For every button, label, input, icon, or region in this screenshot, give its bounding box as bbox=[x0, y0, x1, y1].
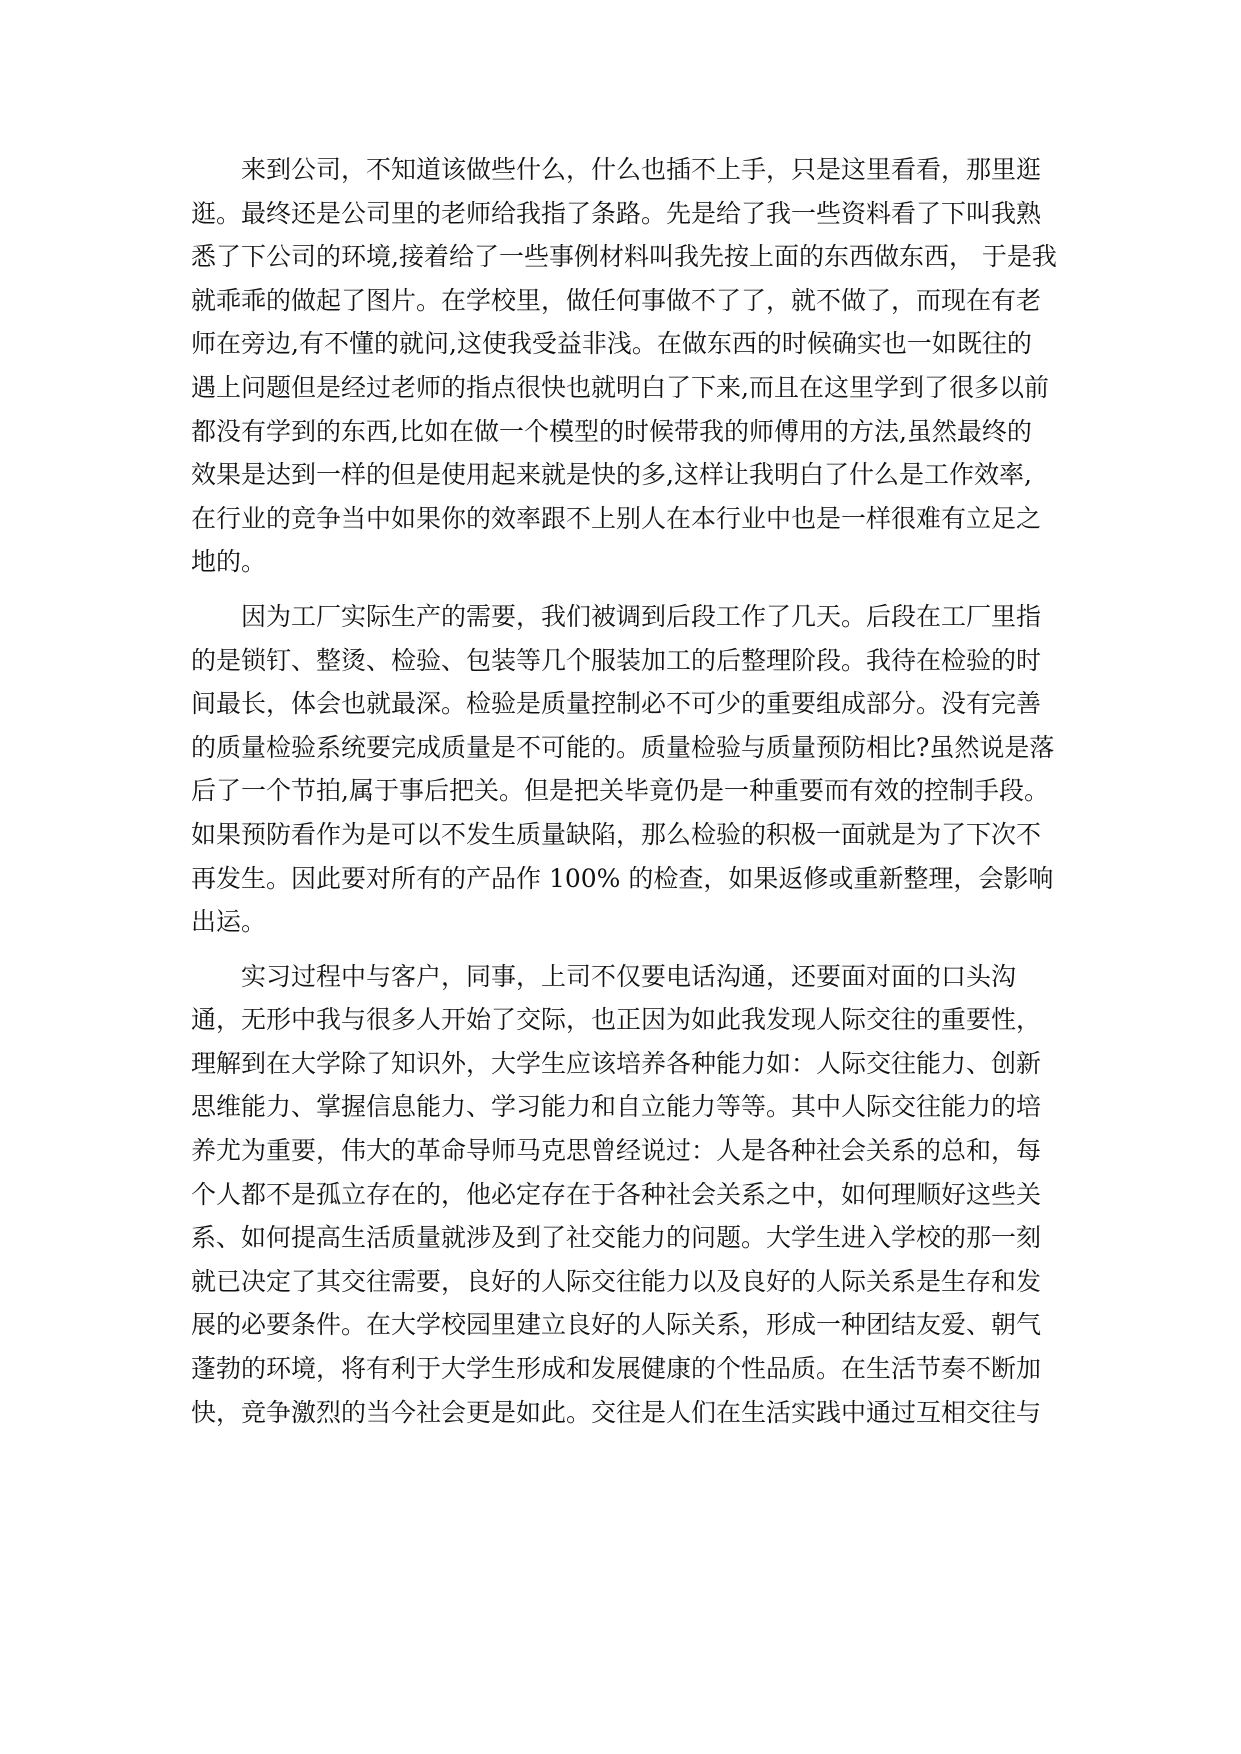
text-line: 地的。 bbox=[191, 547, 267, 577]
document-body bbox=[191, 148, 1071, 1445]
text-line: 间最长，体会也就最深。检验是质量控制必不可少的重要组成部分。没有完善 bbox=[191, 689, 1042, 719]
text-line: 思维能力、掌握信息能力、学习能力和自立能力等等。其中人际交往能力的培 bbox=[191, 1092, 1042, 1122]
text-line: 在行业的竞争当中如果你的效率跟不上别人在本行业中也是一样很难有立足之 bbox=[191, 503, 1042, 533]
text-line: 如果预防看作为是可以不发生质量缺陷，那么检验的积极一面就是为了下次不 bbox=[191, 819, 1042, 849]
paragraph bbox=[191, 595, 1071, 944]
text-line: 就已决定了其交往需要，良好的人际交往能力以及良好的人际关系是生存和发 bbox=[191, 1266, 1042, 1296]
text-line: 的是锁钉、整烫、检验、包装等几个服装加工的后整理阶段。我待在检验的时 bbox=[191, 645, 1042, 675]
text-line: 再发生。因此要对所有的产品作 100% 的检查，如果返修或重新整理，会影响 bbox=[191, 863, 1054, 893]
text-line: 出运。 bbox=[191, 907, 267, 937]
text-line: 都没有学到的东西,比如在做一个模型的时候带我的师傅用的方法,虽然最终的 bbox=[191, 416, 1032, 446]
text-line: 养尤为重要，伟大的革命导师马克思曾经说过：人是各种社会关系的总和，每 bbox=[191, 1136, 1042, 1166]
text-line: 的质量检验系统要完成质量是不可能的。质量检验与质量预防相比?虽然说是落 bbox=[191, 732, 1055, 762]
text-line: 来到公司，不知道该做些什么，什么也插不上手，只是这里看看，那里逛 bbox=[241, 155, 1042, 184]
text-line: 展的必要条件。在大学校园里建立良好的人际关系，形成一种团结友爱、朝气 bbox=[191, 1310, 1042, 1340]
text-line: 因为工厂实际生产的需要，我们被调到后段工作了几天。后段在工厂里指 bbox=[241, 601, 1042, 631]
paragraph bbox=[191, 148, 1071, 584]
text-line: 个人都不是孤立存在的，他必定存在于各种社会关系之中，如何理顺好这些关 bbox=[191, 1179, 1042, 1209]
paragraph bbox=[191, 955, 1071, 1435]
text-line: 就乖乖的做起了图片。在学校里，做任何事做不了了，就不做了，而现在有老 bbox=[191, 285, 1042, 315]
text-line: 悉了下公司的环境,接着给了一些事例材料叫我先按上面的东西做东西， 于是我 bbox=[191, 242, 1057, 272]
text-line: 后了一个节拍,属于事后把关。但是把关毕竟仍是一种重要而有效的控制手段。 bbox=[191, 776, 1049, 806]
text-line: 系、如何提高生活质量就涉及到了社交能力的问题。大学生进入学校的那一刻 bbox=[191, 1223, 1042, 1253]
text-line: 遇上问题但是经过老师的指点很快也就明白了下来,而且在这里学到了很多以前 bbox=[191, 372, 1049, 402]
text-line: 逛。最终还是公司里的老师给我指了条路。先是给了我一些资料看了下叫我熟 bbox=[191, 198, 1042, 228]
text-line: 师在旁边,有不懂的就问,这使我受益非浅。在做东西的时候确实也一如既往的 bbox=[191, 329, 1032, 359]
text-line: 通，无形中我与很多人开始了交际，也正因为如此我发现人际交往的重要性， bbox=[191, 1005, 1042, 1035]
text-line: 效果是达到一样的但是使用起来就是快的多,这样让我明白了什么是工作效率, bbox=[191, 460, 1032, 490]
text-line: 蓬勃的环境，将有利于大学生形成和发展健康的个性品质。在生活节奏不断加 bbox=[191, 1354, 1042, 1384]
text-line: 快，竞争激烈的当今社会更是如此。交往是人们在生活实践中通过互相交往与 bbox=[191, 1397, 1042, 1427]
text-line: 理解到在大学除了知识外，大学生应该培养各种能力如：人际交往能力、创新 bbox=[191, 1048, 1042, 1078]
text-line: 实习过程中与客户，同事，上司不仅要电话沟通，还要面对面的口头沟 bbox=[241, 961, 1017, 991]
